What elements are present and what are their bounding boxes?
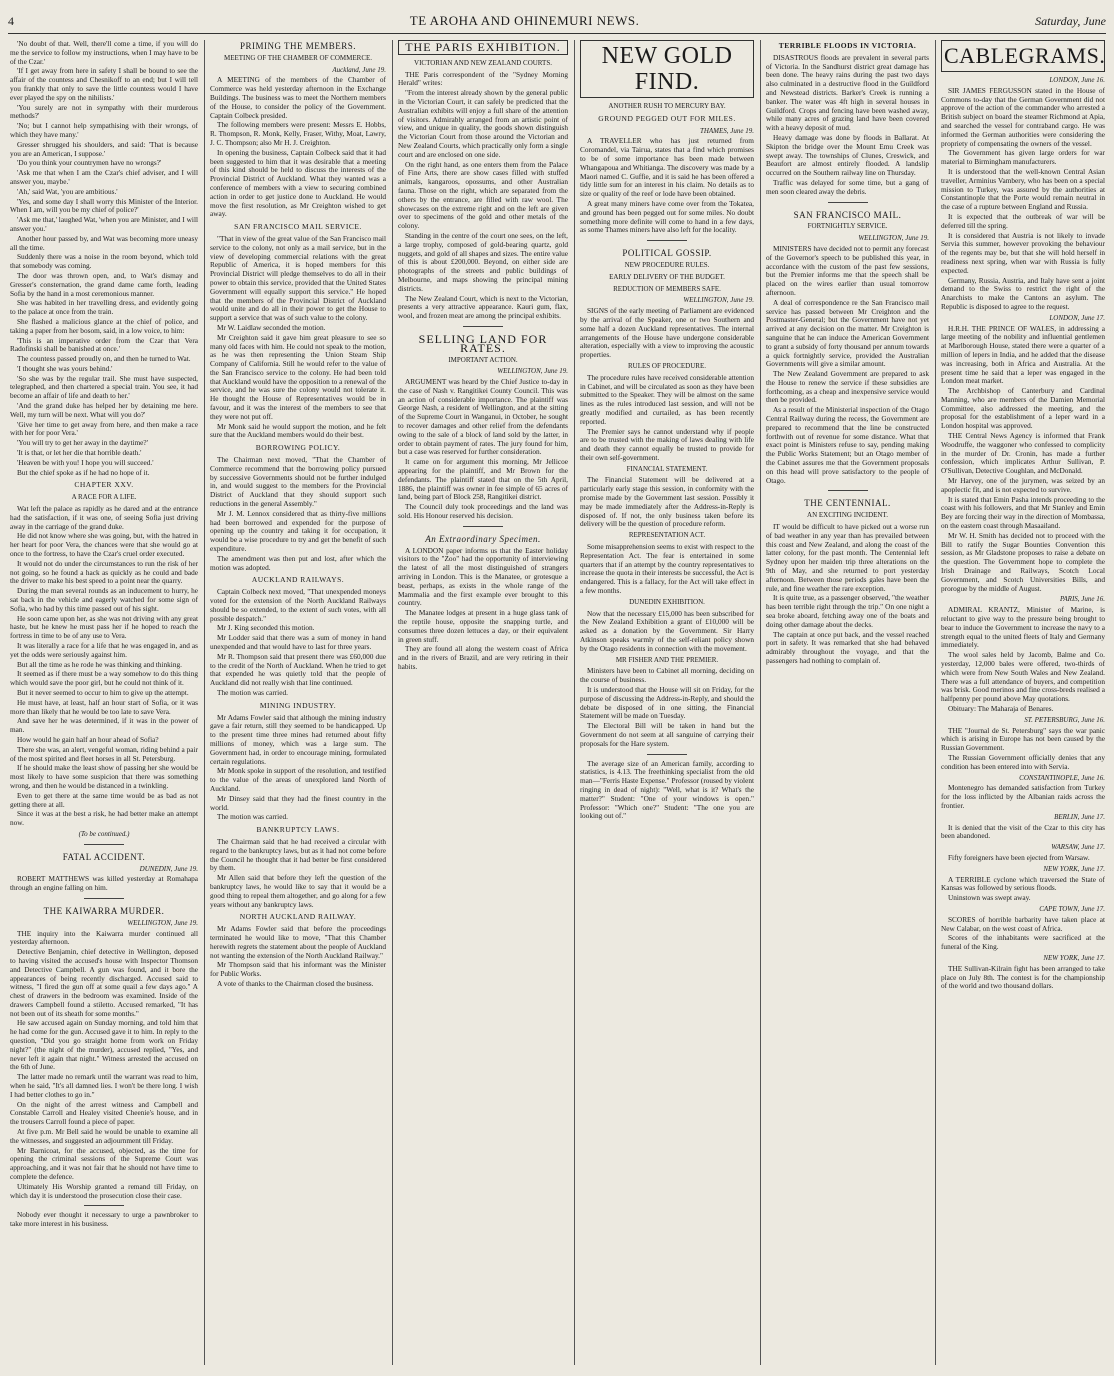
article-paragraph: Detective Benjamin, chief detective in Wellington, deposed to having visited the accused's house with Inspector Thomson and Detective Campbell. A gun was found, and it bore the appearances of being recently discharged. Accused said to witness, "I fired the gun off at some quail a few days ago." A chest of drawers in the bedroom was examined. Inside of the drawers Campbell found a stiletto. Accused remarked, "It has not been out of its sheath for some months." (10, 947, 198, 1018)
mining-industry-title: MINING INDUSTRY. (259, 700, 337, 710)
article-paragraph: The Chairman said that he had received a circular with regard to the bankruptcy laws, but as it had not come before the Council he thought that it had better be first considered by them. (210, 836, 386, 873)
floods-paragraphs (766, 54, 929, 197)
divider (463, 326, 503, 327)
sf-mail-title: SAN FRANCISCO MAIL. (793, 209, 902, 220)
article-paragraph: It would not do under the circumstances to run the risk of her not going, so he found a hack as quickly as he could and bade the driver to make his best speed to a point near the quarry. (10, 558, 198, 586)
paris-paragraphs (398, 71, 568, 321)
article-paragraph: A vote of thanks to the Chairman closed the business. (217, 978, 374, 988)
article-paragraph: Since it was at the best a risk, he had better make an attempt now. (10, 809, 198, 828)
article-paragraph: It is stated that Emin Pasha intends proceeding to the coast with his followers, and that Mr Stanley and Emin Bey are forcing their way in the direction of Mombassa, on the eastern coast through Masaailand. (941, 494, 1105, 531)
article-paragraph: Standing in the centre of the court one sees, on the left, a large trophy, composed of gold-bearing quartz, gold nuggets, and gold of all shapes and sizes. The entire value of this is about £200,000. Beyond, on either side are photographs of the streets and public buildings of Melbourne, and maps showing the principal mining districts. (398, 230, 568, 293)
dateline: NEW YORK, June 17. (1043, 953, 1105, 962)
article-paragraph: SIR JAMES FERGUSSON stated in the House of Commons to-day that the German Government did not approve of the action of the commander who arrested a British subject on board the steamer Richmond at Apia, and searched the vessel for contraband cargo. He was informed the German authorities were considering the propriety of compensating the owners of the vessel. (941, 85, 1105, 148)
article-paragraph: There she was, an alert, vengeful woman, riding behind a pair of the most spirited and fleet horses in all St. Petersburg. (10, 744, 198, 763)
rules-paragraphs (580, 374, 754, 463)
dateline: WELLINGTON, June 19. (858, 234, 929, 243)
rules-title: RULES OF PROCEDURE. (628, 361, 706, 370)
fin-paragraphs (580, 476, 754, 529)
dateline: WELLINGTON, June 19. (683, 296, 754, 305)
dateline: THAMES, June 19. (699, 126, 754, 135)
article-paragraph: Mr Monk spoke in support of the resolution, and testified to the value of the areas of unexplored land North of Auckland. (210, 766, 386, 793)
article-paragraph: THE "Journal de St. Petersburg" says the war panic which is arising in Europe has not been caused by the Russian Government. (941, 725, 1105, 753)
article-paragraph: 'No doubt of that. Well, there'll come a time, if you will do me the service to follow my instructions, when I may have to be of the Czar.' (10, 40, 198, 66)
article-paragraph: It is denied that the visit of the Czar to this city has been abandoned. (941, 822, 1105, 841)
dateline: DUNEDIN, June 19. (139, 864, 198, 873)
cable-paragraphs-1 (941, 87, 1105, 312)
article-paragraph: Ministers have been to Cabinet all morning, deciding on the course of business. (580, 666, 754, 685)
financial-title: FINANCIAL STATEMENT. (626, 464, 708, 473)
specimen-paragraphs (398, 547, 568, 672)
fisher-title: MR FISHER AND THE PREMIER. (615, 655, 719, 664)
article-paragraph: Captain Colbeck next moved, "That unexpended moneys voted for the extension of the North Auckland Railways should be so extended, to the extent of such votes, with all possible despatch." (210, 587, 386, 623)
column-5 (766, 40, 929, 1370)
article-paragraph: ROBERT MATTHEWS was killed yesterday at Romahapa through an engine falling on him. (10, 874, 198, 893)
article-paragraph: On the night of the arrest witness and Campbell and Constable Carroll and Healey visited Cheenie's house, and in the trousers Carroll found a piece of paper. (10, 1099, 198, 1127)
article-paragraph: It is expected that the outbreak of war will be deferred till the spring. (941, 211, 1105, 230)
selling-paragraphs (398, 378, 568, 521)
priming-paragraphs (210, 76, 386, 219)
article-paragraph: 'Heaven be with you! I hope you will succeed.' (17, 457, 154, 467)
closing-paragraph: Nobody ever thought it necessary to urge a pawnbroker to take more interest in his business. (10, 1210, 198, 1229)
article-paragraph: Mr Lodder said that there was a sum of money in hand unexpended and that would have to last for three years. (210, 633, 386, 651)
article-paragraph: Fifty foreigners have been ejected from Warsaw. (948, 852, 1090, 862)
column-rule (204, 40, 205, 1365)
gold-subtitle: ANOTHER RUSH TO MERCURY BAY. (608, 102, 726, 110)
article-paragraph: In opening the business, Captain Colbeck said that it had been suggested to him that it was desirable that a meeting of this kind should be held to discuss the interests of the Provincial District of Auckland. What they wanted was a conference of members with a view to securing combined action in order to get justice done to Auckland. He would move the first resolution, as Mr Creighton wished to get away. (210, 147, 386, 219)
floods-title: TERRIBLE FLOODS IN VICTORIA. (778, 41, 917, 50)
priming-subtitle: MEETING OF THE CHAMBER OF COMMERCE. (223, 53, 373, 62)
article-paragraph: Uninstown was swept away. (948, 893, 1031, 903)
chapter-subheading: A RACE FOR A LIFE. (71, 493, 137, 502)
article-paragraph: The Manatee lodges at present in a huge glass tank of the reptile house, opposite the snapping turtle, and consumes three dozen lettuces a day, or their equivalent in green stuff. (398, 608, 568, 644)
article-paragraph: Montenegro has demanded satisfaction from Turkey for the loss inflicted by the Albanian raids across the frontier. (941, 783, 1105, 810)
article-paragraph: The Electoral Bill will be taken in hand but the Government do not seem at all sanguine of carrying their proposals for the Hare system. (580, 721, 754, 748)
article-paragraph: THE inquiry into the Kaiwarra murder continued all yesterday afternoon. (10, 928, 198, 947)
article-paragraph: 'You will try to get her away in the daytime?' (17, 438, 148, 448)
divider (84, 844, 124, 845)
article-paragraph: How would he gain half an hour ahead of Sofia? (17, 734, 159, 744)
article-paragraph: Obituary: The Maharaja of Benares. (948, 703, 1054, 713)
story-paragraphs-2 (10, 505, 198, 828)
selling-land-title: SELLING LAND FOR RATES. (418, 331, 548, 355)
article-paragraph: Wat left the palace as rapidly as he dared and at the entrance had the satisfaction, if it was one, of seeing Sofia just driving away in the carriage of the grand duke. (10, 504, 198, 531)
centennial-paragraphs (766, 523, 929, 666)
article-paragraph: The following members were present: Messrs E. Hobbs, R. Thompson, R. Monk, Kelly, Fraser, Withy, Moat, Lawry, J. C. Thompson; also Mr H. J. Creighton. (210, 120, 386, 147)
column-6 (941, 40, 1105, 1370)
dateline: Auckland, June 19. (332, 65, 386, 74)
article-paragraph: Now that the necessary £15,000 has been subscribed for the New Zealand Exhibition a grant of £10,000 will be asked as a donation by the Government. Sir Harry Atkinson speaks warmly of the self-reliant policy shown by the Otago residents in connection with the movement. (580, 608, 754, 653)
article-paragraph: Suddenly there was a noise in the room beyond, which told that somebody was coming. (10, 252, 198, 271)
article-paragraph: It was literally a race for a life that he was engaged in, and as yet the odds were seriously against him. (10, 641, 198, 659)
article-paragraph: SCORES of horrible barbarity have taken place at New Calabar, on the west coast of Africa. (941, 914, 1105, 933)
article-paragraph: Mr Harvey, one of the jurymen, was seized by an apoplectic fit, and is not expected to survive. (941, 476, 1105, 494)
article-paragraph: The door was thrown open, and, to Wat's dismay and Gresser's consternation, the grand dame came forth, leading Sofia by the hand in a most ceremonious manner. (10, 270, 198, 298)
article-paragraph: The Government has given large orders for war material to Birmingham manufacturers. (941, 148, 1105, 167)
article-paragraph: 'No; but I cannot help sympathising with their wrongs, of which they have many.' (10, 121, 198, 139)
article-paragraph: At five p.m. Mr Bell said he would be unable to examine all the witnesses, and suggested an adjournment till Friday. (10, 1127, 198, 1145)
sf-mail-paragraphs (766, 245, 929, 486)
priming-members-title: PRIMING THE MEMBERS. (239, 41, 357, 51)
article-paragraph: The wool sales held by Jacomb, Balme and Co. yesterday, 12,000 bales were offered, two-thirds of which were from New South Wales and New Zealand. There was a full attendance of buyers, and competition was brisk. Good merinos and fine cross-breds realised a halfpenny per pound above May quotations. (941, 650, 1105, 704)
article-paragraph: 'Yes, and some day I shall worry this Minister of the Interior. When I am, will you be my chief of police?' (10, 196, 198, 215)
divider (84, 1205, 124, 1206)
closing-paragraph: The average size of an American family, according to statistics, is 4.13. The freethinking specialist from the old man—"Ferris Haste Expense." Professor (roused by violent ringing in dead of night): "Well, what is it? What's the matter?" Student: "One of your windows is open." Professor: "Which one?" Student: "The one you are looking out of." (580, 758, 754, 821)
page-number: 4 (8, 13, 14, 28)
article-paragraph: THE Sullivan-Kilrain fight has been arranged to take place on July 8th. The contest is for the championship of the world and two thousand dollars. (941, 963, 1105, 991)
article-paragraph: ADMIRAL KRANTZ, Minister of Marine, is reluctant to give way to the pressure being brought to bear to induce the Government to increase the navy to a strength equal to the united fleets of Italy and Germany immediately. (941, 605, 1105, 650)
article-paragraph: It is understood that the well-known Central Asian traveller, Arminius Vambery, who has been on a special mission to Turkey, was assured by the authorities at Constantinople that the Porte would remain neutral in the case of a rupture between England and Russia. (941, 166, 1105, 212)
article-paragraph: ARGUMENT was heard by the Chief Justice to-day in the case of Nash v. Rangitikei County Council. This was an action of considerable importance. The plaintiff was George Nash, a resident of Wellington, and at the sitting of the Supreme Court in Wanganui, in October, he sought to recover damages and other relief from the defendants owing to the sale of a block of land sold by the latter, in order to obtain payment of rates. The jury found for him, but a case was reserved for further consideration. (398, 377, 568, 457)
dateline: LONDON, June 17. (1049, 313, 1105, 322)
article-paragraph: DISASTROUS floods are prevalent in several parts of Victoria. In the Sandhurst district great damage has been done. The heavy rains during the past two days also culminated in a destructive flood in the Guildford and Newstead districts. Barker's Creek is running a banker. The water was 4ft high in several houses in Guildford. Crops and fencing have been washed away, while many acres of grazing land have been covered with a heavy deposit of mud. (766, 52, 929, 133)
fatal-accident-title: FATAL ACCIDENT. (62, 851, 146, 862)
borrowing-paragraphs (210, 456, 386, 572)
divider (84, 898, 124, 899)
to-be-continued: (To be continued.) (78, 829, 130, 838)
cable-paragraphs-8 (941, 876, 1105, 903)
kaiwarra-paragraphs (10, 930, 198, 1201)
article-paragraph: 'Do you think your countrymen have no wrongs?' (17, 158, 162, 168)
article-paragraph: A deal of correspondence re the San Francisco mail service has passed between Mr Creighton and the Postmaster-General; but the Government have not yet arrived at any decision on the matter. Mr Creighton is sanguine that he can induce the American Government to grant a subsidy of forty thousand per annum towards a quick fortnightly service, provided the Australian Governments will give a similar amount. (766, 297, 929, 369)
cable-paragraphs-2 (941, 325, 1105, 594)
article-paragraph: It seemed as if there must be a way somehow to do this thing which would save the poor girl, but he could not think of it. (10, 669, 198, 688)
mining-paragraphs (210, 714, 386, 823)
article-paragraph: 'Ask me that,' laughed Wat, 'when you are Minister, and I will answer you.' (10, 215, 198, 233)
dateline: CAPE TOWN, June 17. (1039, 904, 1105, 913)
article-paragraph: A TRAVELLER who has just returned from Coromandel, via Tairua, states that a find which promises to be of some importance has been made between Whangapoua and Whitianga. The discovery was made by a Maori named C. Guffie, and it is said he has been offered a tidy little sum for an interest in his claim. No details as to size or quality of the reef or lode have been obtained. (580, 136, 754, 199)
sf-paragraphs (210, 235, 386, 440)
pol-paragraphs (580, 307, 754, 360)
divider (828, 202, 868, 203)
fisher-paragraphs (580, 667, 754, 748)
paris-subtitle: VICTORIAN AND NEW ZEALAND COURTS. (414, 58, 552, 67)
cable-paragraphs-7 (941, 854, 1105, 863)
article-paragraph: "From the interest already shown by the general public in the Victorian Court, it can safely be predicted that the Australian exhibits will enjoy a full share of the attention of visitors. Admirably arranged from an artistic point of view, and unique in quality, the goods shown distinguish the Victorian Court from those around the Victorian and New Zealand Courts, which practically only form a single court and are enclosed on one side. (398, 88, 568, 159)
article-paragraph: A MEETING of the members of the Chamber of Commerce was held yesterday afternoon in the Exchange Buildings. The business was to meet the Northern members of the House, to consider the policy of the Government. Captain Colbeck presided. (210, 75, 386, 120)
article-paragraph: "That in view of the great value of the San Francisco mail service to the colony, not only as a mail service, but in the view of developing commercial relations with the great Republic of America, it is hoped members for this Provincial District will pledge themselves to do all in their power to obtain this service, provided that the United States Government will equally support this service." He hoped that the members of the Provincial District of Auckland would unite and do all in their power to get the House to support a service that was of such value to the colony. (210, 233, 386, 323)
article-paragraph: 'Ask me that when I am the Czar's chief adviser, and I will answer you, maybe.' (10, 168, 198, 186)
article-paragraph: They are found all along the western coast of Africa and in the rivers of Brazil, and are very retiring in their habits. (398, 644, 568, 671)
column-rule (392, 40, 393, 1365)
article-paragraph: It is understood that the House will sit on Friday, for the purpose of discussing the Address-in-Reply, and should the debate be disposed of in one sitting, the Financial Statement will be made on Tuesday. (580, 685, 754, 721)
bankruptcy-paragraphs (210, 838, 386, 909)
pol-subtitle: NEW PROCEDURE RULES. (624, 260, 710, 269)
selling-subtitle: IMPORTANT ACTION. (448, 355, 518, 364)
article-paragraph: 'And the grand duke has helped her by detaining me here. Well, my turn will be next. What will you do?' (10, 401, 198, 419)
article-paragraph: 'I thought she was yours behind.' (17, 363, 113, 373)
dateline: NEW YORK, June 17. (1043, 864, 1105, 873)
article-paragraph: She was habited in her travelling dress, and evidently going to the palace at once from the train. (10, 298, 198, 317)
article-paragraph: The Russian Government officially denies that any condition has been entered into with Servia. (941, 752, 1105, 771)
article-paragraph: 'So she was by the regular trail. She must have suspected, telegraphed, and then chartered a special train. You see, it had become an affair of life and death to her.' (10, 373, 198, 401)
dateline: ST. PETERSBURG, June 16. (1024, 715, 1105, 724)
column-rule (760, 40, 761, 1365)
dun-paragraphs (580, 610, 754, 654)
article-paragraph: The latter made no remark until the warrant was read to him, when he said, "It's all damned lies. I won't be there long. I wish I had better clothes to go in." (10, 1072, 198, 1099)
article-paragraph: Mr Adams Fowler said that before the proceedings terminated he would like to move, "That this Chamber herewith regrets the statement about the people of Auckland not wanting the extension of the North Auckland Railway." (210, 924, 386, 960)
article-paragraph: During the man several rounds as an inducement to hurry, he sat back in the vehicle and eagerly watched for some sign of Sofia, who had by this time passed out of his sight. (10, 586, 198, 613)
article-paragraph: Gresser shrugged his shoulders, and said: 'That is because you are an American, I suppose.' (10, 139, 198, 158)
sf-subtitle: FORTNIGHTLY SERVICE. (807, 222, 888, 231)
divider (647, 754, 687, 755)
page-header (8, 10, 1106, 32)
article-paragraph: It is considered that Austria is not likely to invade Servia this summer, however provoking the behaviour of the regents may be, but that she will hold herself in readiness next spring, when war with Russia is fully expected. (941, 230, 1105, 275)
divider (828, 490, 868, 491)
issue-date: Saturday, June (1035, 13, 1106, 28)
article-paragraph: Mr Allen said that before they left the question of the bankruptcy laws, he would like to say that it would be a good thing to repeal them altogether, and go along for a few years without any bankruptcy laws. (210, 873, 386, 909)
dateline: WELLINGTON, June 19. (497, 367, 568, 376)
new-gold-find-title: NEW GOLD FIND. (580, 40, 754, 98)
dunedin-title: DUNEDIN EXHIBITION. (629, 597, 705, 606)
article-paragraph: 'Give her time to get away from here, and then make a race with her for poor Vera.' (10, 419, 198, 438)
article-paragraph: He did not know where she was going, but, with the hatred in her heart for poor Vera, the chances were that she would go at once to the fortress, to have the Czar's cruel order executed. (10, 531, 198, 559)
chapter-heading: CHAPTER XXV. (74, 480, 134, 490)
article-paragraph: Mr W. Laidlaw seconded the motion. (217, 322, 326, 332)
article-paragraph: The Council duly took proceedings and the land was sold. His Honour reserved his decision. (398, 502, 568, 521)
north-auckland-railway-title: NORTH AUCKLAND RAILWAY. (239, 912, 357, 922)
cable-paragraphs-10 (941, 965, 1105, 991)
article-paragraph: Mr J. King seconded this motion. (217, 623, 315, 633)
dateline: WARSAW, June 17. (1051, 843, 1105, 852)
bankruptcy-laws-title: BANKRUPTCY LAWS. (256, 825, 340, 835)
kaiwarra-murder-title: THE KAIWARRA MURDER. (43, 905, 165, 916)
article-paragraph: The motion was carried. (217, 687, 288, 697)
article-paragraph: H.R.H. THE PRINCE OF WALES, in addressing a large meeting of the nobility and influential gentlemen at Marlborough House, stated there were a quarter of a million of lepers in India, and he added that the disease was increasing, both in Africa and Australia. At the present time he said that a leper was engaged in the London meat market. (941, 323, 1105, 386)
article-paragraph: The amendment was then put and lost, after which the motion was adopted. (210, 553, 386, 572)
cable-paragraphs-6 (941, 824, 1105, 842)
article-paragraph: If he should make the least show of passing her she would be most likely to have some suspicion that there was something wrong, and then he would be distanced in a twinkling. (10, 763, 198, 790)
article-paragraph: On the right hand, as one enters them from the Palace of Fine Arts, there are show cases filled with stuffed animals, kangaroos, opossums, and other Australian fauna. Those on the right, which are separated from the others by the entrance, are filled with raw wool. The showcases on the extreme right and on the left are given over to specimens of the gold and other metals of the colony. (398, 159, 568, 231)
article-paragraph: A great many miners have come over from the Tokatea, and ground has been pegged out for some miles. No doubt something more definite will come to hand in a few days, as some Thames miners have also left for the locality. (580, 198, 754, 235)
article-paragraph: Heavy damage was done by floods in Ballarat. At Skipton the bridge over the Mount Emu Creek was swept away. The townships of Clunes, Creswick, and Beaufort are almost entirely flooded. A landslip occurred on the Southern railway line on Thursday. (766, 132, 929, 178)
article-paragraph: Another hour passed by, and Wat was becoming more uneasy all the time. (10, 233, 198, 252)
dateline: CONSTANTINOPLE, June 16. (1019, 773, 1105, 782)
article-paragraph: The Chairman next moved, "That the Chamber of Commerce recommend that the borrowing policy pursued by successive Governments should not be further indulged in, and would suggest to the members for the Provincial District of Auckland that they should support such reductions in the general Assembly." (210, 455, 386, 509)
article-paragraph: He soon came upon her, as she was not driving with any great haste, but he knew he must pass her if he hoped to reach the fortress in time to be of any use to Vera. (10, 613, 198, 641)
pol-subtitle-2: EARLY DELIVERY OF THE BUDGET. (609, 272, 725, 281)
dateline: LONDON, June 16. (1049, 76, 1105, 84)
gold-paragraphs (580, 137, 754, 235)
article-paragraph: But it never seemed to occur to him to give up the attempt. (17, 687, 189, 697)
article-paragraph: It came on for argument this morning, Mr Jellicoe appearing for the plaintiff, and Mr Brown for the defendants. The plaintiff stated that on the 5th April, 1886, the plaintiff was owner in fee simple of 65 acres of land, being part of Block 258, Rangitikei district. (398, 457, 568, 502)
masthead-title: TE AROHA AND OHINEMURI NEWS. (409, 13, 640, 28)
article-paragraph: As a result of the Ministerial inspection of the Otago Central Railway during the recess, the Government are prepared to recommend that the line be constructed forthwith out of revenue for some distance. What that exact point is Ministers refuse to say, pending making the Public Works Statement; but an Otago member of the Cabinet assures me that the Government proposals on this head will prove satisfactory to the people of Otago. (766, 405, 929, 485)
article-paragraph: THE Paris correspondent of the "Sydney Morning Herald" writes: (398, 69, 568, 88)
article-paragraph: A LONDON paper informs us that the Easter holiday visitors to the "Zoo" had the opportunity of interviewing the latest of all the most distinguished of strangers arriving in London. This is the Manatee, or grotesque a beast, perhaps, as exists in the whole range of the Mammalia and the first example ever brought to this country. (398, 545, 568, 608)
article-paragraph: MINISTERS have decided not to permit any forecast of the Governor's speech to be published this year, in accordance with the custom of the past few sessions, but the Premier informs me that the speech shall be placed on the wires earlier than usual tomorrow afternoon. (766, 243, 929, 297)
extraordinary-specimen-title: An Extraordinary Specimen. (425, 533, 541, 544)
cable-paragraphs-3 (941, 606, 1105, 714)
rep-paragraphs (580, 543, 754, 596)
dateline: PARIS, June 16. (1060, 595, 1105, 604)
article-paragraph: He must have, at least, half an hour start of Sofia, or it was more than likely that he would be too late to save Vera. (10, 697, 198, 716)
borrowing-policy-title: BORROWING POLICY. (255, 443, 341, 453)
nar-paragraphs (210, 925, 386, 989)
article-paragraph: The Financial Statement will be delivered at a particularly early stage this session, in conformity with the promise made by the Government last session. Possibly it may be made immediately after the Address-in-Reply is disposed of. If not, the only business taken before its delivery will be the question of procedure reform. (580, 475, 754, 529)
divider (647, 240, 687, 241)
article-paragraph: Some misapprehension seems to exist with respect to the Representation Act. The fear is entertained in some quarters that if an attempt by the country representatives to increase the quota in their interests be successful, the Act is endangered. This is a fallacy, for the Act will take effect in a few months. (580, 542, 754, 596)
article-paragraph: The countess passed proudly on, and then he turned to Wat. (17, 354, 191, 364)
article-paragraph: 'You surely are not in sympathy with their murderous methods?' (10, 102, 198, 121)
column-rule (935, 40, 936, 1365)
article-paragraph: The New Zealand Government are prepared to ask the House to renew the service if these subsidies are forthcoming, as a cheap and inexpensive service would then be provided. (766, 369, 929, 405)
column-1 (10, 40, 198, 1370)
column-2 (210, 40, 386, 1370)
article-paragraph: Mr Barnicoat, for the accused, objected, as the time for opening the criminal sessions of the Supreme Court was approaching, and it was not fair that he should not have time to complete the defence. (10, 1145, 198, 1182)
dateline: WELLINGTON, June 19. (127, 918, 198, 927)
article-paragraph: Ultimately His Worship granted a remand till Friday, on which day it is understood the prosecution close their case. (10, 1181, 198, 1200)
dateline: BERLIN, June 17. (1054, 812, 1105, 821)
article-paragraph: But the chief spoke as if he had no hope of it. (17, 467, 150, 477)
article-paragraph: It is quite true, as a passenger observed, "the weather has been terrible right through the trip." On one night a sea broke aboard, fetching away one of the boats and doing other damage about the decks. (766, 593, 929, 629)
paris-exhibition-title: THE PARIS EXHIBITION. (398, 40, 568, 55)
cable-paragraphs-4 (941, 727, 1105, 772)
article-paragraph: Mr J. M. Lennox considered that as thirty-five millions had been borrowed and expended for the purpose of opening up the country and taking it for occupation, it would be a wise procedure to try and get the benefit of such expenditure. (210, 508, 386, 554)
article-paragraph: She flashed a malicious glance at the chief of police, and taking a paper from her bosom, said, in a low voice, to him: (10, 316, 198, 335)
article-paragraph: Traffic was delayed for some time, but a gang of men soon cleared away the debris. (766, 177, 929, 196)
article-paragraph: Even to get there at the same time would be as bad as not getting there at all. (10, 790, 198, 809)
article-paragraph: 'Ah,' said Wat, 'you are ambitious.' (17, 186, 118, 196)
column-4 (580, 40, 754, 1370)
article-paragraph: The New Zealand Court, which is next to the Victorian, presents a very attractive appearance. Kauri gum, flax, wool, and frozen meat are among the principal exhibits. (398, 293, 568, 321)
representation-title: REPRESENTATION ACT. (628, 531, 706, 540)
article-paragraph: Germany, Russia, Austria, and Italy have sent a joint demand to the Swiss to restrict the right of the Anarchists to make the Cantons an asylum. The Republic is disposed to agree to the request. (941, 275, 1105, 311)
sf-mail-service-title: SAN FRANCISCO MAIL SERVICE. (234, 222, 362, 232)
article-paragraph: Mr R. Thompson said that present there was £60,000 due to the credit of the North of Auckland. When he tried to get that expended he was quietly told that the people of Auckland did not really wish that line continued. (210, 651, 386, 688)
gold-subtitle-2: GROUND PEGGED OUT FOR MILES. (598, 113, 736, 123)
article-paragraph: 'If I get away from here in safety I shall be bound to see the affair of the countess and Chesnikoff to an end; but I will tell you frankly that only to save the little countess would I have ever played the spy on the nihilists.' (10, 66, 198, 102)
cablegrams-title: CABLEGRAMS. (941, 40, 1105, 72)
article-paragraph: The motion was carried. (217, 812, 288, 822)
article-paragraph: Mr Creighton said it gave him great pleasure to see so many old faces with him. He could not speak to the motion, as he was then representing the Union Steam Ship Company of California. Still he would refer to the value of the San Francisco service to the colony. He had been told that Auckland would have the opposition to a renewal of the service, and he was sure the colony would not tolerate it. He thought the House of Representatives would be in favour, and it was the interest of the members to see that they were not put off. (210, 332, 386, 421)
article-paragraph: Mr W. H. Smith has decided not to proceed with the Bill to ratify the Sugar Bounties Convention this session, as Mr Gladstone proposes to raise a debate on the question. The Government hope to complete the Irish Drainage and Railways, Scotch Local Government, and Scotch Universities Bills, and prorogue by the middle of August. (941, 530, 1105, 593)
article-paragraph: He saw accused again on Sunday morning, and told him that he had come for the gun. Accused gave it to him. In reply to the question, "Did you go straight home from work on Friday night?" (the night of the murder), accused replied, "Yes, and never left it again that night." Witness arrested the accused on the 6th of June. (10, 1018, 198, 1072)
article-paragraph: And save her he was determined, if it was in the power of man. (10, 716, 198, 735)
centennial-title: THE CENTENNIAL. (804, 498, 891, 509)
article-paragraph: But all the time as he rode he was thinking and thinking. (17, 659, 182, 669)
railways-paragraphs (210, 588, 386, 698)
article-paragraph: Scores of the inhabitants were sacrificed at the funeral of the King. (941, 933, 1105, 952)
cable-paragraphs-5 (941, 784, 1105, 810)
article-paragraph: The Premier says he cannot understand why if people are to be trusted with the making of laws dealing with life and death they cannot equally be trusted to provide for their own self-government. (580, 426, 754, 462)
serial-story (10, 40, 198, 839)
column-rule (574, 40, 575, 1365)
article-paragraph: The Archbishop of Canterbury and Cardinal Manning, who are members of the Damien Memorial Committee, also addressed the meeting, and the proposal for the establishment of a leper ward in a London hospital was approved. (941, 386, 1105, 431)
article-paragraph: Mr Adams Fowler said that although the mining industry gave a fair return, still they seemed to be handicapped. Up to the present time three mines had returned about fifty millions of money, which was a large sum. The Government had, in order to encourage mining, formulated certain regulations. (210, 712, 386, 766)
auckland-railways-title: AUCKLAND RAILWAYS. (251, 575, 345, 585)
article-paragraph: IT would be difficult to have picked out a worse run of bad weather in any year than has prevailed between this coast and New Zealand, and along the coast of the latter colony, for the past month. The Centennial left Sydney upon her maiden trip three alterations on the 9th of May, and she returned to port yesterday afternoon. Between those periods gales have been the rule, and fine weather the rare exception. (766, 522, 929, 593)
story-paragraphs (10, 40, 198, 477)
article-paragraph: 'This is an imperative order from the Czar that Vera Radofinski shall be banished at once.' (10, 335, 198, 354)
column-3 (398, 40, 568, 1370)
political-gossip-title: POLITICAL GOSSIP. (622, 248, 712, 259)
article-paragraph: Mr Monk said he would support the motion, and he felt sure that the Auckland members would do their best. (210, 421, 386, 440)
centennial-subtitle: AN EXCITING INCIDENT. (807, 511, 888, 520)
divider (463, 526, 503, 527)
article-paragraph: THE Central News Agency is informed that Frank Woodruffe, the waggoner who confessed to complicity in the murder of Dr. Cronin, has made a further confession, which implicates Arthur Sullivan, P. O'Sullivan, Detective Coughlan, and McDonald. (941, 431, 1105, 476)
article-paragraph: 'It is that, or let her die that horrible death.' (17, 448, 142, 458)
pol-subtitle-3: REDUCTION OF MEMBERS SAFE. (613, 284, 721, 293)
article-paragraph: The procedure rules have received considerable attention in Cabinet, and will be circulated as soon as they have been submitted to the Speaker. They will be almost on the same lines as the rules introduced last session, and will not be greatly modified and curtailed, as has been recently reported. (580, 372, 754, 426)
article-paragraph: SIGNS of the early meeting of Parliament are evidenced by the arrival of the Speaker, one or two Southern and some half a dozen Auckland representatives. The internal arrangements of the House have undergone considerable alteration, especially with a view to improving the acoustic properties. (580, 306, 754, 360)
cable-paragraphs-9 (941, 916, 1105, 952)
article-paragraph: The captain at once put back, and the vessel reached port in safety. It was remarked that she had behaved admirably throughout the voyage, and that the passengers had nothing to complain of. (766, 629, 929, 665)
article-paragraph: A TERRIBLE cyclone which traversed the State of Kansas was followed by serious floods. (941, 874, 1105, 893)
header-rule (8, 33, 1106, 34)
article-paragraph: Mr Dinsey said that they had the finest country in the world. (210, 793, 386, 812)
article-paragraph: Mr Thompson said that his informant was the Minister for Public Works. (210, 960, 386, 979)
